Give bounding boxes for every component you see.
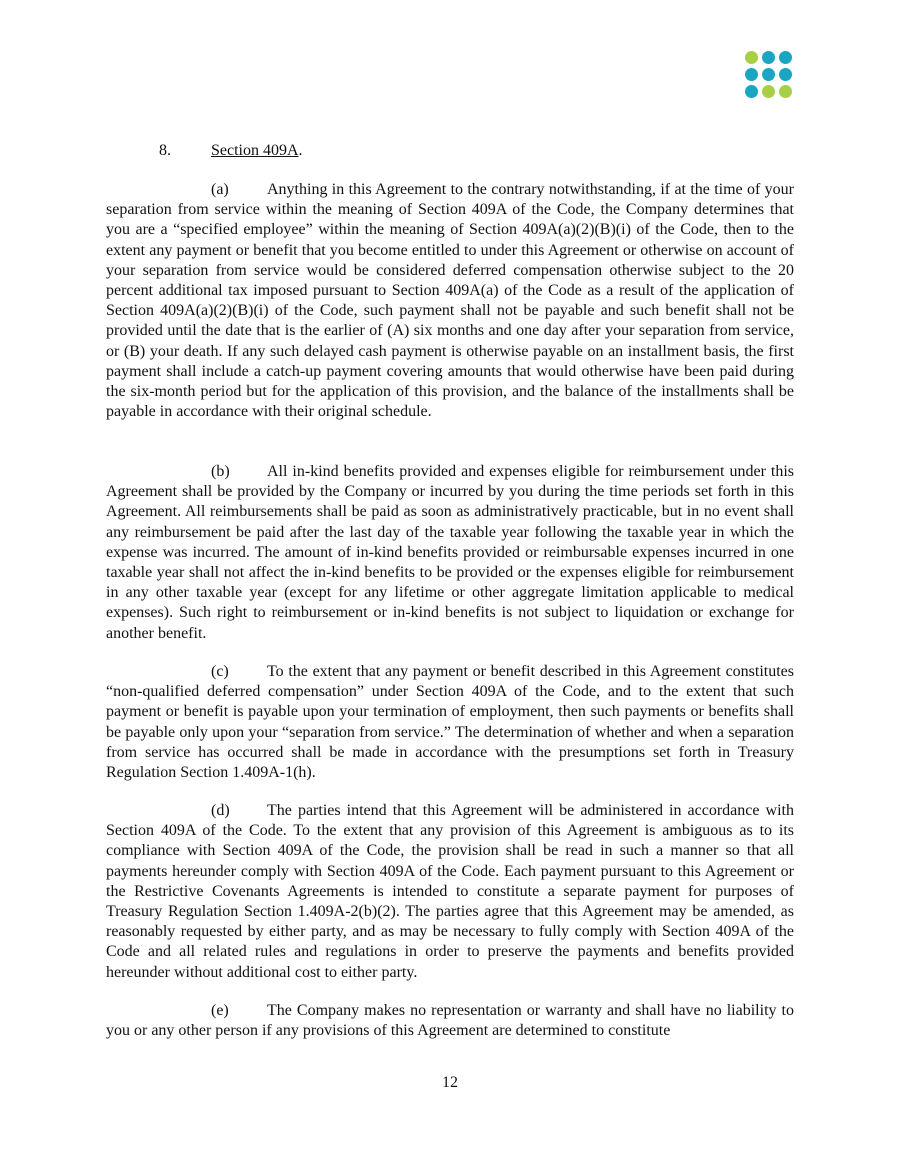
paragraph-label: (a)	[211, 181, 229, 198]
section-title-text: Section 409A	[211, 142, 299, 159]
logo-dot	[779, 51, 792, 64]
paragraph-label: (b)	[211, 463, 230, 480]
paragraph-c	[106, 662, 794, 783]
paragraph-text: Anything in this Agreement to the contrary notwithstanding, if at the time of your separation from service within the meaning of Section 409A of the Code, the Company determines that you are a “specified employee” within the meaning of Section 409A(a)(2)(B)(i) of the Code, then to the extent any payment or benefit that you become entitled to under this Agreement or otherwise on account of your separation from service would be considered deferred compensation otherwise subject to the 20 percent additional tax imposed pursuant to Section 409A(a) of the Code as a result of the application of Section 409A(a)(2)(B)(i) of the Code, such payment shall not be payable and such benefit shall not be provided until the date that is the earlier of (A) six months and one day after your separation from service, or (B) your death. If any such delayed cash payment is otherwise payable on an installment basis, the first payment shall include a catch-up payment covering amounts that would otherwise have been paid during the six-month period but for the application of this provision, and the balance of the installments shall be payable in accordance with their original schedule.	[106, 181, 794, 421]
paragraph-d	[106, 801, 794, 983]
section-title	[211, 141, 303, 161]
paragraph-label: (d)	[211, 802, 230, 819]
paragraph-b	[106, 462, 794, 644]
logo-dot	[762, 51, 775, 64]
logo-dot	[745, 85, 758, 98]
logo-dot	[762, 68, 775, 81]
company-logo	[745, 51, 793, 99]
logo-dot	[745, 51, 758, 64]
page-number: 12	[442, 1074, 458, 1091]
logo-dot	[745, 68, 758, 81]
logo-dot	[762, 85, 775, 98]
logo-dot	[779, 85, 792, 98]
paragraph-text: The parties intend that this Agreement will be administered in accordance with Section 409A of the Code. To the extent that any provision of this Agreement is ambiguous as to its compliance with Section 409A of the Code, the provision shall be read in such a manner so that all payments hereunder comply with Section 409A of the Code. Each payment pursuant to this Agreement or the Restrictive Covenants Agreements is intended to constitute a separate payment for purposes of Treasury Regulation Section 1.409A-2(b)(2). The parties agree that this Agreement may be amended, as reasonably requested by either party, and as may be necessary to fully comply with Section 409A of the Code and all related rules and regulations in order to preserve the payments and benefits provided hereunder without additional cost to either party.	[106, 802, 794, 981]
section-title-suffix: .	[298, 142, 303, 159]
paragraph-a	[106, 180, 794, 422]
paragraph-text: The Company makes no representation or warranty and shall have no liability to you or any other person if any provisions of this Agreement are determined to constitute	[106, 1002, 794, 1040]
section-number: 8.	[159, 142, 171, 159]
paragraph-label: (e)	[211, 1002, 229, 1019]
paragraph-text: All in-kind benefits provided and expenses eligible for reimbursement under this Agreement shall be provided by the Company or incurred by you during the time periods set forth in this Agreement. All reimbursements shall be paid as soon as administratively practicable, but in no event shall any reimbursement be paid after the last day of the taxable year following the taxable year in which the expense was incurred. The amount of in-kind benefits provided or reimbursable expenses incurred in one taxable year shall not affect the in-kind benefits to be provided or the expenses eligible for reimbursement in any other taxable year (except for any lifetime or other aggregate limitation applicable to medical expenses). Such right to reimbursement or in-kind benefits is not subject to liquidation or exchange for another benefit.	[106, 463, 794, 642]
paragraph-text: To the extent that any payment or benefit described in this Agreement constitutes “non-qualified deferred compensation” under Section 409A of the Code, and to the extent that such payment or benefit is payable upon your termination of employment, then such payments or benefits shall be payable only upon your “separation from service.” The determination of whether and when a separation from service has occurred shall be made in accordance with the presumptions set forth in Treasury Regulation Section 1.409A-1(h).	[106, 663, 794, 782]
logo-dot	[779, 68, 792, 81]
paragraph-label: (c)	[211, 663, 229, 680]
paragraph-e	[106, 1001, 794, 1041]
